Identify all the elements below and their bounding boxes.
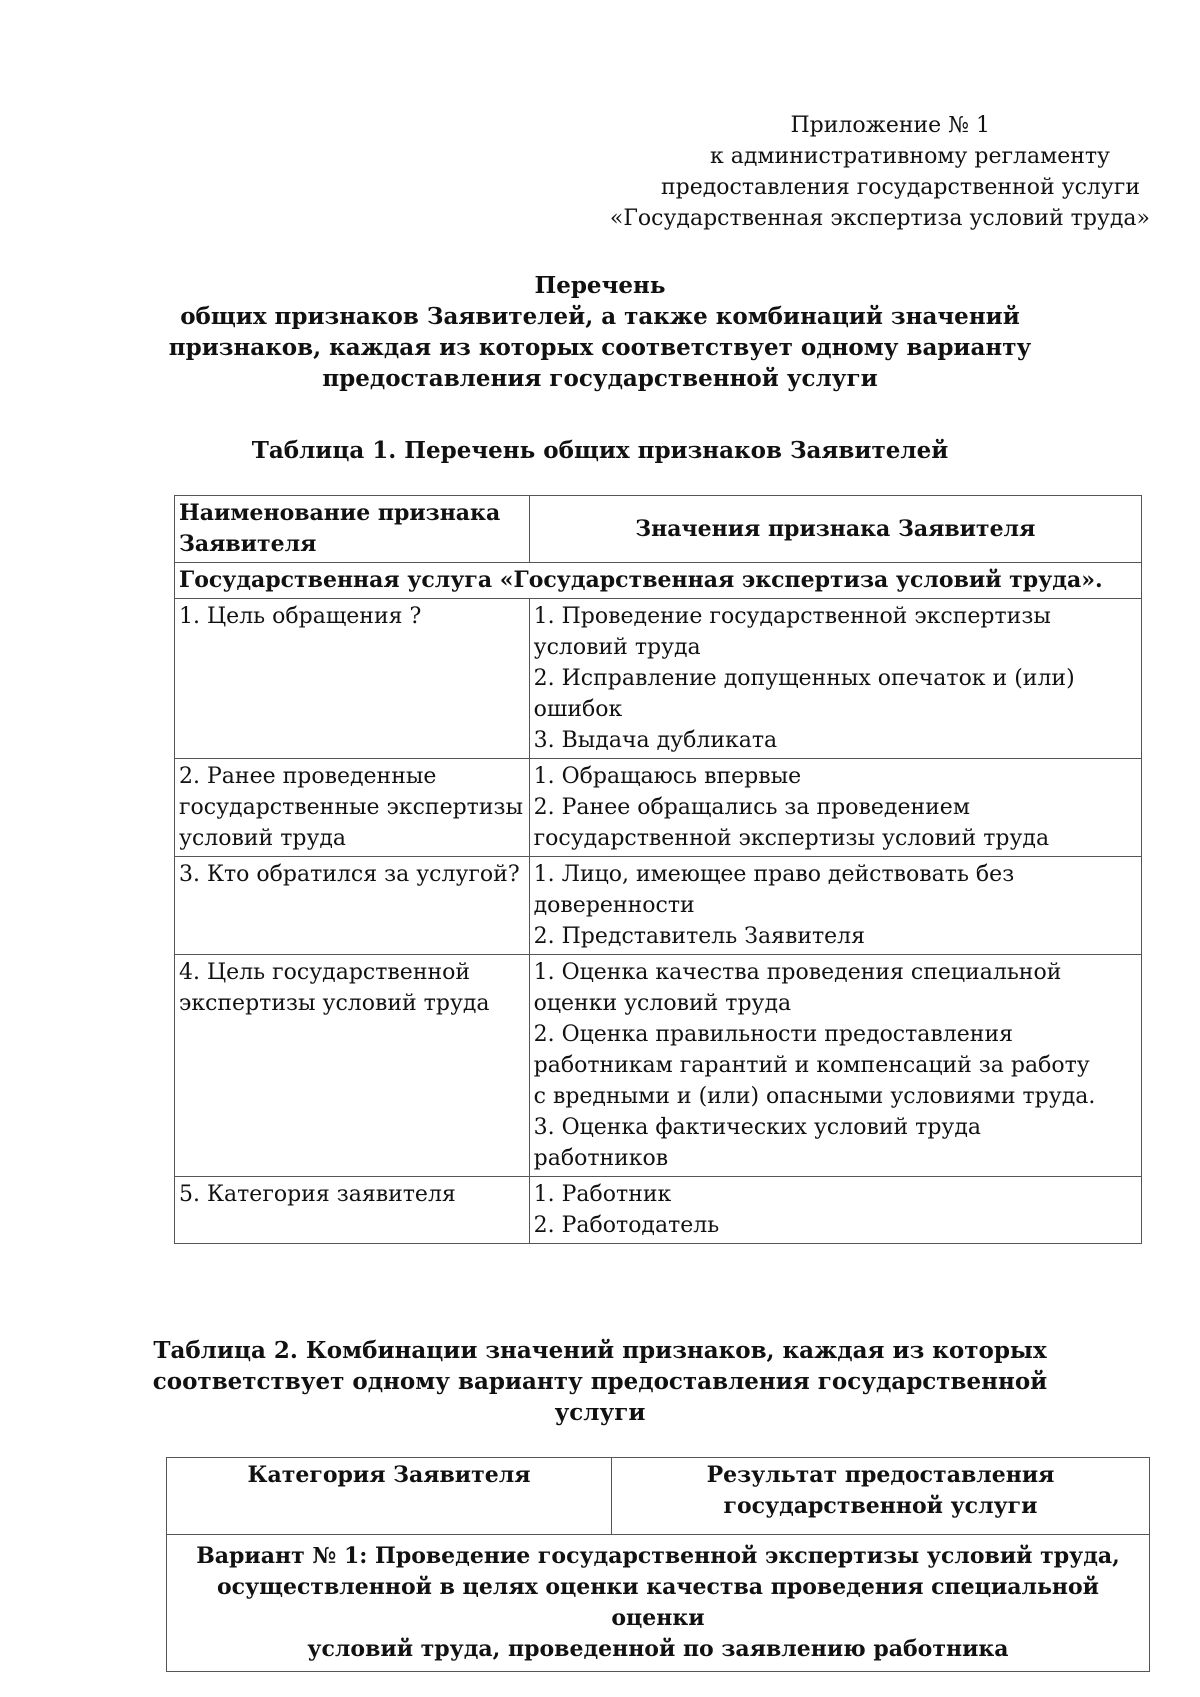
attribute-name-line: 2. Ранее проведенные <box>179 764 437 789</box>
title-line-1: Перечень <box>534 272 666 299</box>
attribute-value-line: 2. Исправление допущенных опечаток и (или) <box>533 666 1075 691</box>
attribute-name-line: экспертизы условий труда <box>179 991 490 1016</box>
attribute-name-cell <box>175 857 530 955</box>
attribute-value-line: 1. Работник <box>533 1182 672 1207</box>
attribute-name-cell <box>175 759 530 857</box>
attribute-name-line: 5. Категория заявителя <box>179 1182 456 1207</box>
table-row <box>175 759 1142 857</box>
variant-line-3: условий труда, проведенной по заявлению работника <box>307 1636 1009 1662</box>
attribute-name-line: государственные экспертизы <box>179 795 524 820</box>
header-result-line: Результат предоставления <box>706 1462 1055 1488</box>
table-row <box>175 955 1142 1177</box>
attribute-value-line: 2. Оценка правильности предоставления <box>533 1022 1014 1047</box>
table2-caption-line-2: соответствует одному варианту предоставления государственной <box>152 1368 1048 1395</box>
table1-body <box>175 599 1142 1244</box>
attribute-value-line: 1. Обращаюсь впервые <box>533 764 802 789</box>
attribute-value-line: 3. Выдача дубликата <box>533 728 778 753</box>
table2-caption-line-3: услуги <box>554 1399 646 1426</box>
appendix-line-4: «Государственная экспертиза условий труда» <box>609 206 1150 231</box>
table2-combinations <box>166 1457 1150 1672</box>
attribute-name-cell <box>175 599 530 759</box>
title-line-4: предоставления государственной услуги <box>322 365 878 392</box>
title-line-3: признаков, каждая из которых соответствует одному варианту <box>168 334 1032 361</box>
attribute-value-line: оценки условий труда <box>533 991 792 1016</box>
attribute-name-line: 4. Цель государственной <box>179 960 471 985</box>
attribute-value-line: доверенности <box>533 893 695 918</box>
appendix-line-2: к административному регламенту <box>709 144 1110 169</box>
appendix-line-1: Приложение № 1 <box>790 113 990 138</box>
attribute-value-line: 3. Оценка фактических условий труда <box>533 1115 982 1140</box>
table2-header-result <box>612 1458 1150 1535</box>
variant-line-2: осуществленной в целях оценки качества проведения специальной оценки <box>216 1574 1100 1631</box>
appendix-line-3: предоставления государственной услуги <box>660 175 1140 200</box>
table1-applicant-attributes <box>174 495 1142 1244</box>
attribute-value-line: 1. Лицо, имеющее право действовать без <box>533 862 1015 887</box>
table-row <box>175 857 1142 955</box>
attribute-value-line: 1. Оценка качества проведения специальной <box>533 960 1062 985</box>
attribute-value-line: работников <box>533 1146 669 1171</box>
table2-caption <box>150 1335 1050 1428</box>
table-row <box>175 599 1142 759</box>
attribute-value-line: ошибок <box>533 697 623 722</box>
attribute-values-cell <box>529 955 1141 1177</box>
attribute-name-line: условий труда <box>179 826 347 851</box>
attribute-name-line: 1. Цель обращения ? <box>179 604 422 629</box>
attribute-values-cell <box>529 1177 1141 1244</box>
table1-header-attribute-values: Значения признака Заявителя <box>529 496 1141 563</box>
table2-variant-row <box>167 1535 1150 1672</box>
attribute-value-line: 2. Представитель Заявителя <box>533 924 866 949</box>
attribute-values-cell <box>529 759 1141 857</box>
attribute-value-line: с вредными и (или) опасными условиями труда. <box>533 1084 1096 1109</box>
attribute-value-line: 2. Работодатель <box>533 1213 720 1238</box>
header-name-line: Наименование признака <box>179 500 501 526</box>
table1-header-row <box>175 496 1142 563</box>
table1-header-attribute-name <box>175 496 530 563</box>
attribute-value-line: условий труда <box>533 635 701 660</box>
table2-variant-cell <box>167 1535 1150 1672</box>
attribute-name-cell <box>175 955 530 1177</box>
appendix-header <box>510 110 1150 234</box>
attribute-name-line: 3. Кто обратился за услугой? <box>179 862 520 887</box>
header-name-line: Заявителя <box>179 531 317 557</box>
header-result-line: государственной услуги <box>723 1493 1038 1519</box>
table2-header-row <box>167 1458 1150 1535</box>
attribute-value-line: 2. Ранее обращались за проведением <box>533 795 970 820</box>
document-title <box>160 270 1040 394</box>
variant-line-1: Вариант № 1: Проведение государственной экспертизы условий труда, <box>196 1543 1120 1569</box>
attribute-values-cell <box>529 599 1141 759</box>
table-row <box>175 1177 1142 1244</box>
table2-header-category: Категория Заявителя <box>167 1458 612 1535</box>
table2-caption-line-1: Таблица 2. Комбинации значений признаков, каждая из которых <box>153 1337 1047 1364</box>
table1-section-row <box>175 563 1142 599</box>
table1-caption: Таблица 1. Перечень общих признаков Заявителей <box>251 437 949 464</box>
title-line-2: общих признаков Заявителей, а также комбинаций значений <box>180 303 1020 330</box>
attribute-values-cell <box>529 857 1141 955</box>
attribute-value-line: государственной экспертизы условий труда <box>533 826 1050 851</box>
attribute-value-line: работникам гарантий и компенсаций за работу <box>533 1053 1090 1078</box>
attribute-value-line: 1. Проведение государственной экспертизы <box>533 604 1051 629</box>
table1-section-cell: Государственная услуга «Государственная экспертиза условий труда». <box>175 563 1142 599</box>
attribute-name-cell <box>175 1177 530 1244</box>
